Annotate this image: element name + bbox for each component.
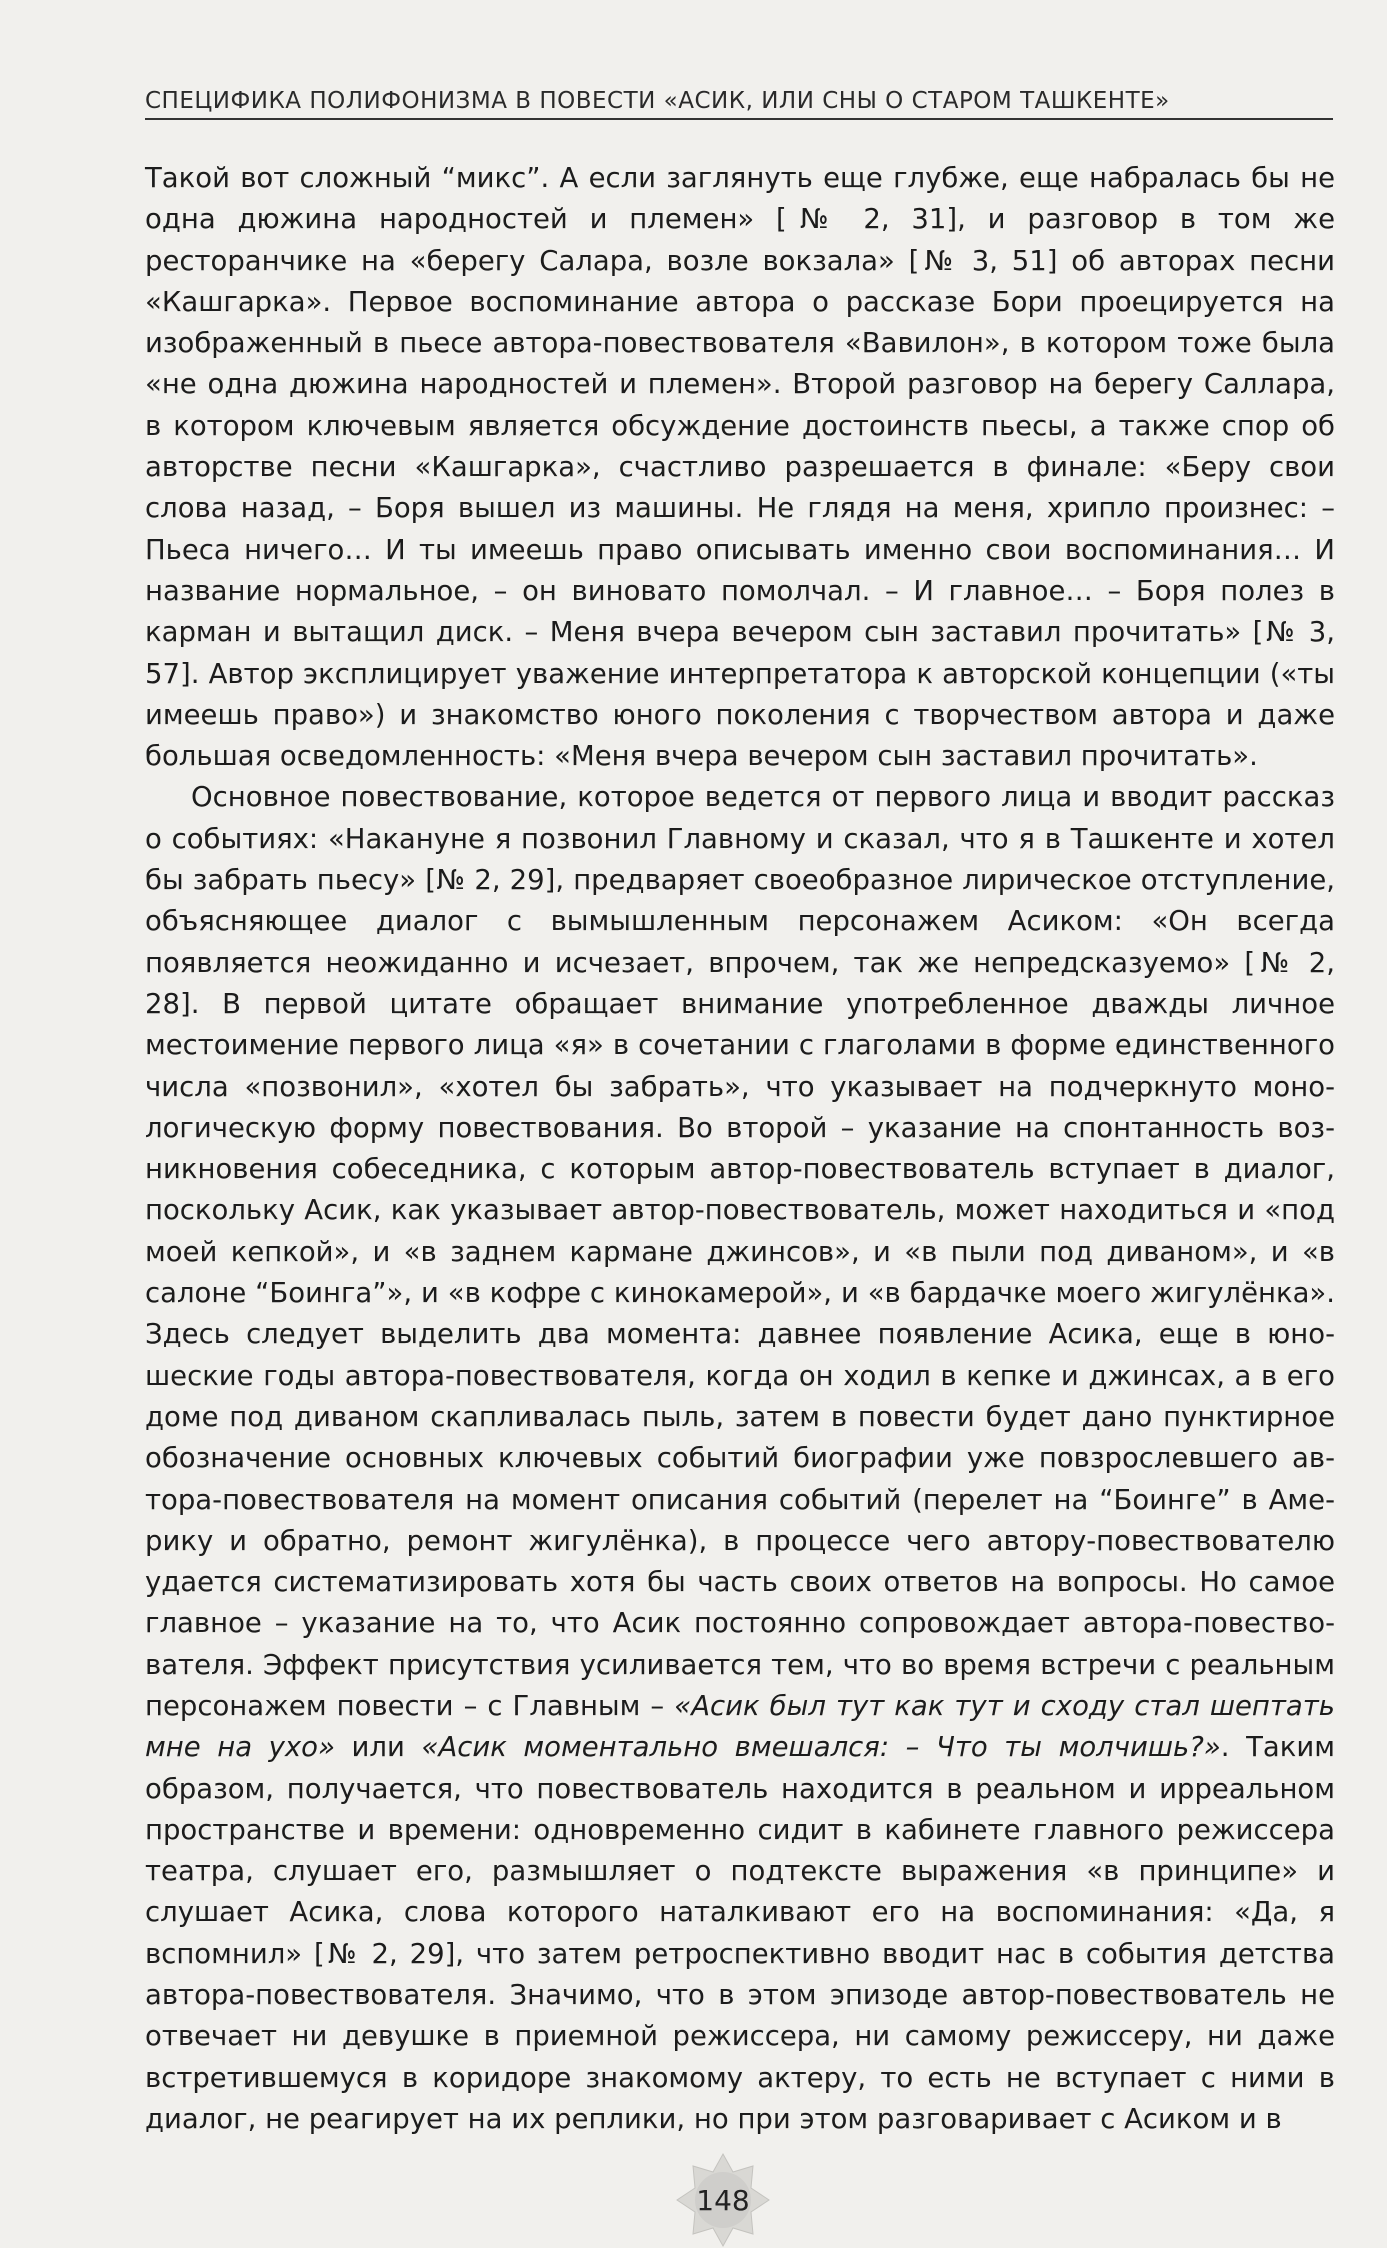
header-rule [145, 118, 1333, 120]
body-text [145, 158, 1335, 2140]
page-number-badge [675, 2152, 771, 2248]
paragraph-2 [145, 777, 1335, 2140]
running-header: СПЕЦИФИКА ПОЛИФОНИЗМА В ПОВЕСТИ «АСИК, ИЛИ СНЫ О СТАРОМ ТАШКЕНТЕ» [145, 88, 1170, 114]
paragraph-2-text-a: Основное повествование, которое ведется от первого лица и вводит рассказ о событиях: «Накануне я позвонил Главному и сказал, что я в Ташкенте и хотел бы забрать пьесу» [№ 2, 29], предваряет своеобразное лирическое отступление, объясняющее диалог с вымышленным персонажем Асиком: «Он всегда появляется неожиданно и исчезает, впрочем, так же непредсказуемо» [№ 2, 28]. В первой цитате обращает внимание употребленное дважды личное местоимение первого лица «я» в сочетании с глаголами в форме единственного числа «позвонил», «хотел бы забрать», что указывает на подчеркнуто монологическую форму повествования. Во второй – указание на спонтанность возникновения собеседника, с которым автор-повествователь вступает в диалог, поскольку Асик, как указывает автор-повествователь, может находиться и «под моей кепкой», и «в заднем кармане джинсов», и «в пыли под диваном», и «в салоне “Боинга”», и «в кофре с кинокамерой», и «в бардачке моего жигулёнка». Здесь следует выделить два момента: давнее появление Асика, еще в юношеские годы автора-повествователя, когда он ходил в кепке и джинсах, а в его доме под диваном скапливалась пыль, затем в повести будет дано пунктирное обозначение основных ключевых событий биографии уже повзрослевшего автора-повествователя на момент описания событий (перелет на “Боинге” в Америку и обратно, ремонт жигулёнка), в процессе чего автору-повествователю удается систематизировать хотя бы часть своих ответов на вопросы. Но самое главное – указание на то, что Асик постоянно сопровождает автора-повествователя. Эффект присутствия усиливается тем, что во время встречи с реальным персонажем повести – с Главным – [145, 781, 1335, 1722]
page-number: 148 [696, 2183, 750, 2217]
paragraph-1: Такой вот сложный “микс”. А если заглянуть еще глубже, еще набралась бы не одна дюжина народностей и племен» [№ 2, 31], и разговор в том же ресторанчике на «берегу Салара, возле вокзала» [№ 3, 51] об авторах песни «Кашгарка». Первое воспоминание автора о рассказе Бори проецируется на изображенный в пьесе автора-повествователя «Вавилон», в котором тоже была «не одна дюжина народностей и племен». Второй разговор на берегу Саллара, в котором ключевым является обсуждение достоинств пьесы, а также спор об авторстве песни «Кашгарка», счастливо разрешается в финале: «Беру свои слова назад, – Боря вышел из машины. Не глядя на меня, хрипло произнес: – Пьеса ничего… И ты имеешь право описывать именно свои воспоминания… И название нормальное, – он виновато помолчал. – И главное… – Боря полез в карман и вытащил диск. – Меня вчера вечером сын заставил прочитать» [№ 3, 57]. Автор эксплицирует уважение интерпретатора к авторской концепции («ты имеешь право») и знакомство юного поколения с творчеством автора и даже большая осведомленность: «Меня вчера вечером сын заставил прочитать». [145, 162, 1335, 773]
paragraph-2-text-b: или [334, 1731, 422, 1764]
italic-quote-2: «Асик моментально вмешался: – Что ты молчишь?» [421, 1731, 1221, 1764]
paragraph-2-text-c: . Таким образом, получается, что повествователь находится в реальном и ирреальном пространстве и времени: одновременно сидит в кабинете главного режиссера театра, слушает его, размышляет о подтексте выражения «в принципе» и слушает Асика, слова которого наталкивают его на воспоминания: «Да, я вспомнил» [№ 2, 29], что затем ретроспективно вводит нас в события детства автора-повествователя. Значимо, что в этом эпизоде автор-повествователь не отвечает ни девушке в приемной режиссера, ни самому режиссеру, ни даже встретившемуся в коридоре знакомому актеру, то есть не вступает с ними в диалог, не реагирует на их реплики, но при этом разговаривает с Асиком и в [145, 1731, 1335, 2135]
italic-quote-1: «Асик был тут как тут и сходу стал шептать мне на ухо» [145, 1689, 1335, 1764]
